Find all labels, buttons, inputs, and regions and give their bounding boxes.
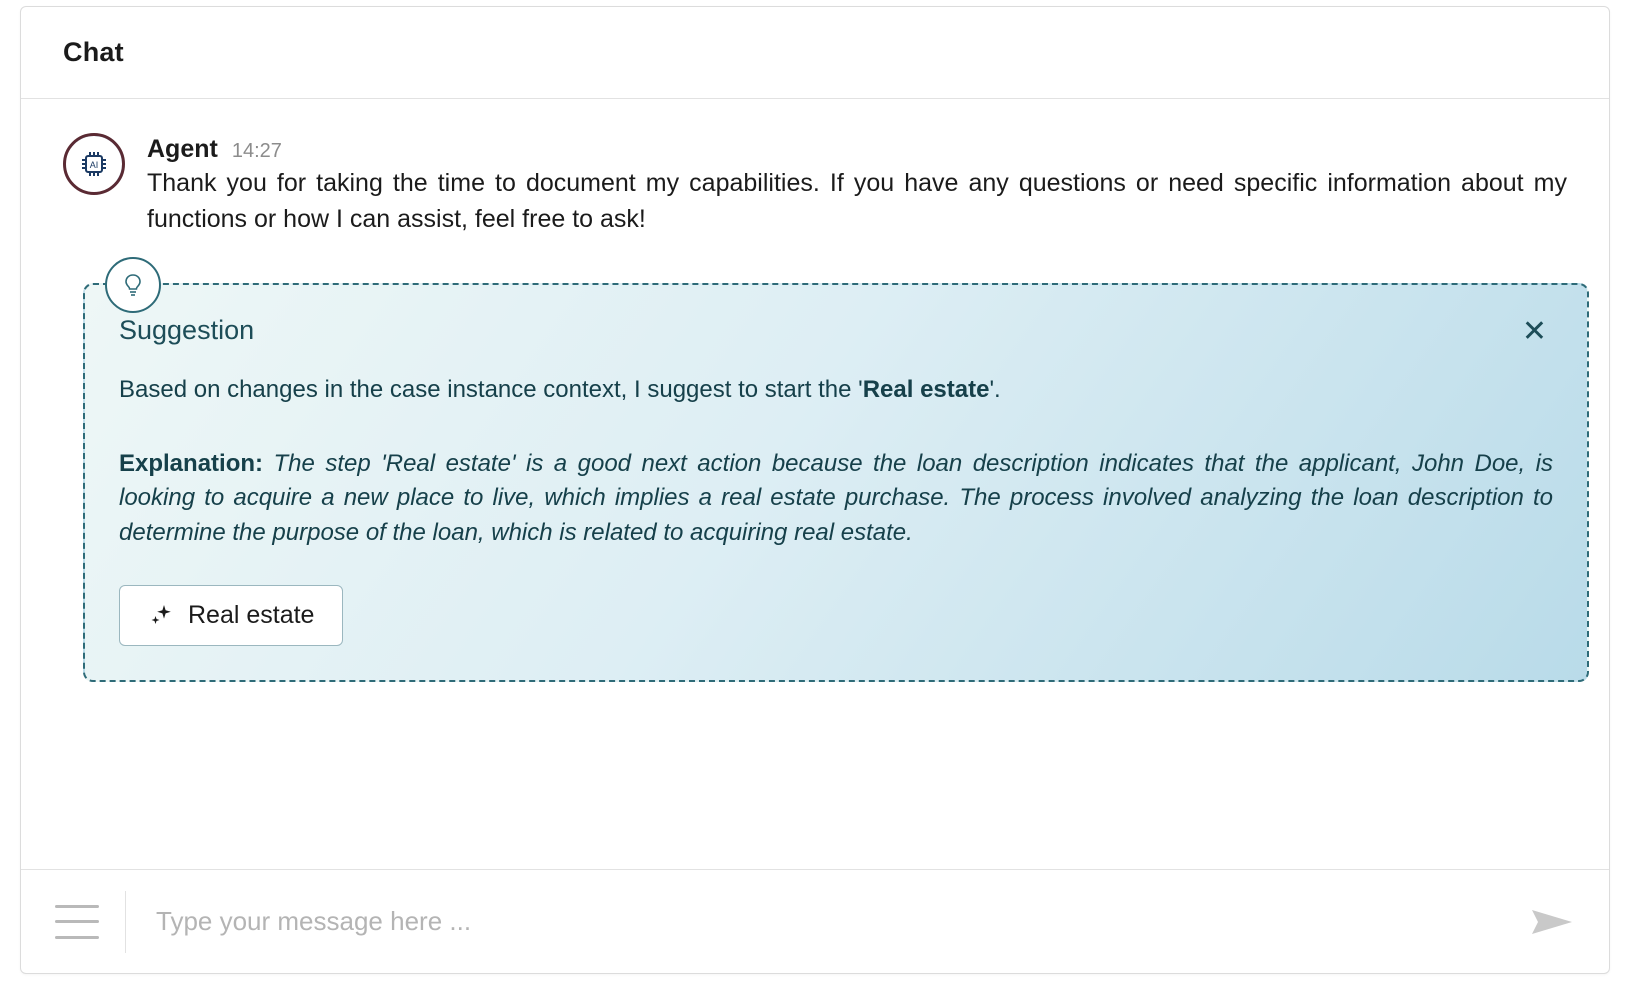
explanation-body: The step 'Real estate' is a good next action because the loan description indicates that the applicant, John Doe, is looking to acquire a new place to live, which implies a real estate purchase. The process involved analyzing the loan description to determine the purpose of the loan, which is related to acquiring real estate.: [119, 449, 1553, 547]
suggestion-explanation: [119, 447, 1553, 551]
page-title: Chat: [63, 37, 124, 67]
action-button-label: Real estate: [188, 600, 315, 629]
suggestion-intro-prefix: Based on changes in the case instance context, I suggest to start the ': [119, 376, 863, 403]
lightbulb-icon: [105, 257, 161, 313]
send-arrow-icon[interactable]: [1529, 905, 1575, 939]
suggestion-card: [83, 283, 1589, 682]
explanation-separator: :: [255, 449, 274, 477]
hamburger-menu-icon[interactable]: [55, 905, 99, 939]
sparkle-icon: [148, 602, 174, 628]
chat-message: [63, 133, 1567, 237]
chat-message-list: [21, 99, 1609, 869]
message-input[interactable]: [154, 905, 1509, 938]
real-estate-action-button[interactable]: [119, 585, 343, 646]
message-text: Thank you for taking the time to document my capabilities. If you have any questions or need specific information about my functions or how I can assist, feel free to ask!: [147, 169, 1567, 233]
explanation-label: Explanation: [119, 449, 256, 477]
message-content: [147, 133, 1567, 237]
message-sender: Agent: [147, 135, 218, 163]
avatar-ring: [63, 133, 125, 195]
message-timestamp: 14:27: [231, 140, 282, 162]
suggestion-intro: [119, 373, 1553, 407]
suggestion-intro-target: Real estate: [862, 376, 990, 403]
close-icon[interactable]: ✕: [1521, 315, 1547, 348]
suggestion-title: Suggestion: [119, 315, 255, 345]
chat-composer: [21, 869, 1609, 973]
message-meta: [147, 135, 1567, 164]
suggestion-header: [119, 315, 1553, 349]
composer-divider: [125, 891, 126, 953]
svg-text:AI: AI: [89, 160, 99, 170]
chat-header: [21, 7, 1609, 99]
suggestion-card-wrapper: [83, 283, 1589, 682]
chat-window: [20, 6, 1610, 974]
ai-chip-avatar-icon: [63, 133, 125, 195]
suggestion-intro-suffix: '.: [989, 376, 1001, 403]
